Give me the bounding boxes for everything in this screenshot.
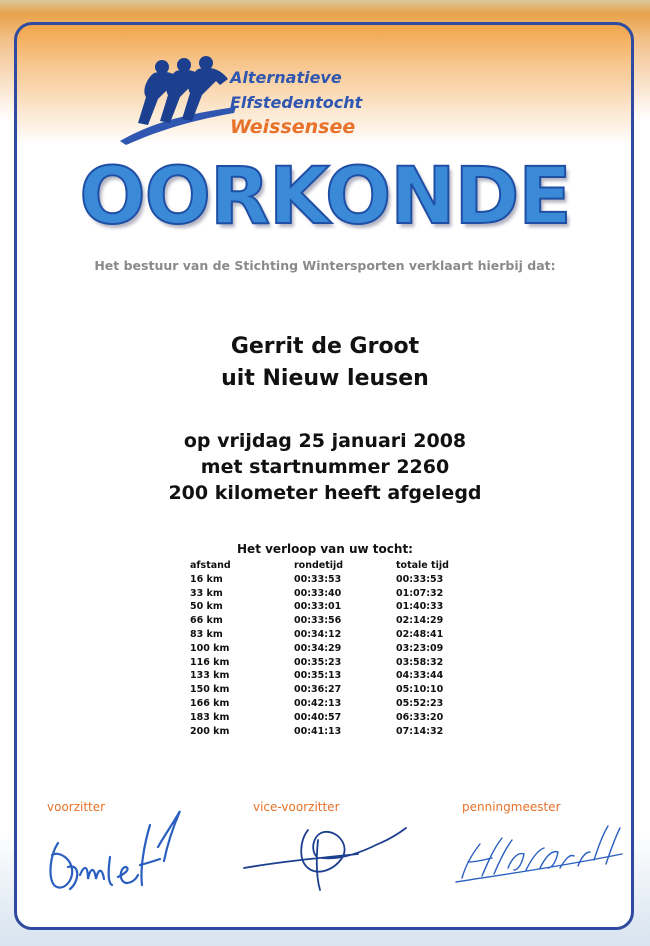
cell-total-time: 02:14:29 xyxy=(396,615,444,627)
timing-header-row xyxy=(190,559,466,573)
cell-total-time: 04:33:44 xyxy=(396,670,444,682)
cell-total-time: 01:07:32 xyxy=(396,587,444,599)
cell-lap-time: 00:33:01 xyxy=(294,601,342,613)
cell-lap-time: 00:33:53 xyxy=(294,573,342,585)
cell-total-time: 05:10:10 xyxy=(396,684,444,696)
cell-total-time: 06:33:20 xyxy=(396,711,444,723)
logo-line-1: Alternatieve xyxy=(230,68,342,87)
timing-table xyxy=(190,559,466,738)
start-number-line: met startnummer 2260 xyxy=(200,456,450,478)
date-line: op vrijdag 25 januari 2008 xyxy=(183,430,467,452)
cell-lap-time: 00:33:40 xyxy=(294,587,342,599)
vice-chair-signature xyxy=(238,810,418,900)
table-row xyxy=(190,683,466,697)
table-row xyxy=(190,711,466,725)
cell-distance: 66 km xyxy=(190,615,223,627)
column-header-distance: afstand xyxy=(190,560,231,571)
cell-distance: 16 km xyxy=(190,573,223,585)
table-row xyxy=(190,642,466,656)
cell-total-time: 03:23:09 xyxy=(396,642,444,654)
cell-distance: 100 km xyxy=(190,642,230,654)
table-row xyxy=(190,725,466,739)
cell-total-time: 00:33:53 xyxy=(396,573,444,585)
vice-chair-label: vice-voorzitter xyxy=(253,800,340,814)
cell-distance: 116 km xyxy=(190,656,230,668)
cell-lap-time: 00:35:23 xyxy=(294,656,342,668)
treasurer-label: penningmeester xyxy=(462,800,561,814)
table-row xyxy=(190,614,466,628)
table-row xyxy=(190,587,466,601)
event-logo xyxy=(118,55,428,145)
skaters-icon xyxy=(118,55,238,145)
treasurer-signature xyxy=(452,818,627,898)
table-row xyxy=(190,697,466,711)
cell-total-time: 03:58:32 xyxy=(396,656,444,668)
cell-distance: 83 km xyxy=(190,628,223,640)
cell-total-time: 01:40:33 xyxy=(396,601,444,613)
cell-distance: 133 km xyxy=(190,670,230,682)
recipient-name: Gerrit de Groot xyxy=(230,334,420,359)
logo-line-2: Elfstedentocht xyxy=(230,93,363,112)
chair-label: voorzitter xyxy=(47,800,106,814)
cell-lap-time: 00:42:13 xyxy=(294,697,342,709)
table-row xyxy=(190,600,466,614)
logo-text xyxy=(230,65,362,140)
chair-signature xyxy=(40,785,200,905)
logo-line-3: Weissensee xyxy=(230,116,356,138)
cell-distance: 166 km xyxy=(190,697,230,709)
table-row xyxy=(190,669,466,683)
cell-total-time: 07:14:32 xyxy=(396,725,444,737)
cell-distance: 50 km xyxy=(190,601,223,613)
cell-lap-time: 00:34:12 xyxy=(294,628,342,640)
cell-distance: 150 km xyxy=(190,684,230,696)
timing-heading: Het verloop van uw tocht: xyxy=(237,542,413,556)
intro-text: Het bestuur van de Stichting Wintersporten verklaart hierbij dat: xyxy=(94,258,556,273)
cell-lap-time: 00:35:13 xyxy=(294,670,342,682)
cell-lap-time: 00:33:56 xyxy=(294,615,342,627)
column-header-total-time: totale tijd xyxy=(396,560,449,571)
column-header-lap-time: rondetijd xyxy=(294,560,344,571)
distance-line: 200 kilometer heeft afgelegd xyxy=(168,482,482,504)
cell-lap-time: 00:40:57 xyxy=(294,711,342,723)
table-row xyxy=(190,573,466,587)
cell-total-time: 02:48:41 xyxy=(396,628,444,640)
cell-total-time: 05:52:23 xyxy=(396,697,444,709)
cell-distance: 33 km xyxy=(190,587,223,599)
table-row xyxy=(190,628,466,642)
recipient-town: uit Nieuw leusen xyxy=(221,366,429,391)
certificate-title: OORKONDE xyxy=(79,152,571,242)
cell-distance: 200 km xyxy=(190,725,230,737)
cell-distance: 183 km xyxy=(190,711,230,723)
cell-lap-time: 00:36:27 xyxy=(294,684,342,696)
cell-lap-time: 00:34:29 xyxy=(294,642,342,654)
table-row xyxy=(190,656,466,670)
cell-lap-time: 00:41:13 xyxy=(294,725,342,737)
